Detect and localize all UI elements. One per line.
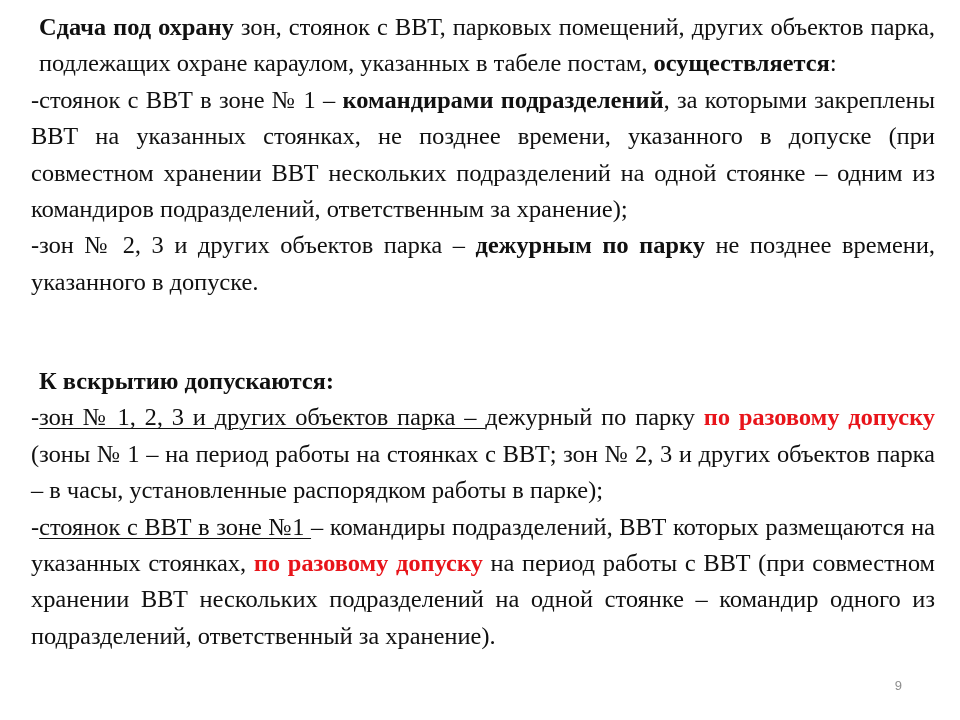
handover-item-zone1-text1: -стоянок с ВВТ в зоне № 1 – [31,86,343,114]
opening-item-zones-text2: (зоны № 1 – на период работы на стоянках с ВВТ; зон № 2, 3 и других объектов парка – в часы, установленные распорядком работы в парке); [31,440,935,505]
opening-item-zones-underlined: зон № 1, 2, 3 и других объектов парка – [39,404,486,432]
opening-item-parking-prefix: - [31,513,40,541]
handover-intro-colon: : [829,50,837,78]
opening-heading: К вскрытию допускаются: [39,368,334,395]
opening-item-zones [31,400,935,509]
opening-item-parking-underlined: стоянок с ВВТ в зоне №1 [39,513,312,541]
handover-item-zones23 [31,228,935,301]
handover-intro-bold-start: Сдача под охрану [39,14,234,41]
handover-item-zones23-bold: дежурным по парку [475,232,705,260]
handover-intro-text: зон, стоянок с ВВТ, парковых помещений, других объектов парка, подлежащих охране караулом, указанных в табеле постам, [39,14,935,78]
opening-item-parking-red: по разовому допуску [253,550,483,578]
handover-intro-paragraph [31,10,935,83]
handover-item-zone1-text2: , за которыми закреплены ВВТ на указанных стоянках, не позднее времени, указанного в допуске (при совместном хранении ВВТ нескольких подразделений на одной стоянке – одним из командиров подразделений, ответственным за хранение); [31,86,935,224]
handover-item-zones23-text2: не позднее времени, указанного в допуске. [31,232,936,296]
opening-item-zones-red: по разовому допуску [703,404,935,432]
handover-item-zones23-text1: -зон № 2, 3 и других объектов парка – [31,232,476,260]
opening-item-parking [31,510,935,656]
handover-item-zone1 [31,83,935,229]
opening-item-zones-text1: дежурный по парку [485,404,704,432]
handover-intro-bold-end: осуществляется [653,50,830,78]
page-number: 9 [894,678,902,693]
opening-item-zones-prefix: - [31,404,40,432]
opening-item-parking-text1: – командиры подразделений, ВВТ которых размещаются на указанных стоянках, [31,513,935,578]
section-opening [31,364,935,655]
opening-item-parking-text2: на период работы с ВВТ (при совместном хранении ВВТ нескольких подразделений на одной стоянке – командир одного из подразделений, ответственный за хранение). [31,550,935,650]
section-handover [31,10,935,301]
handover-item-zone1-bold: командирами подразделений [342,86,664,114]
